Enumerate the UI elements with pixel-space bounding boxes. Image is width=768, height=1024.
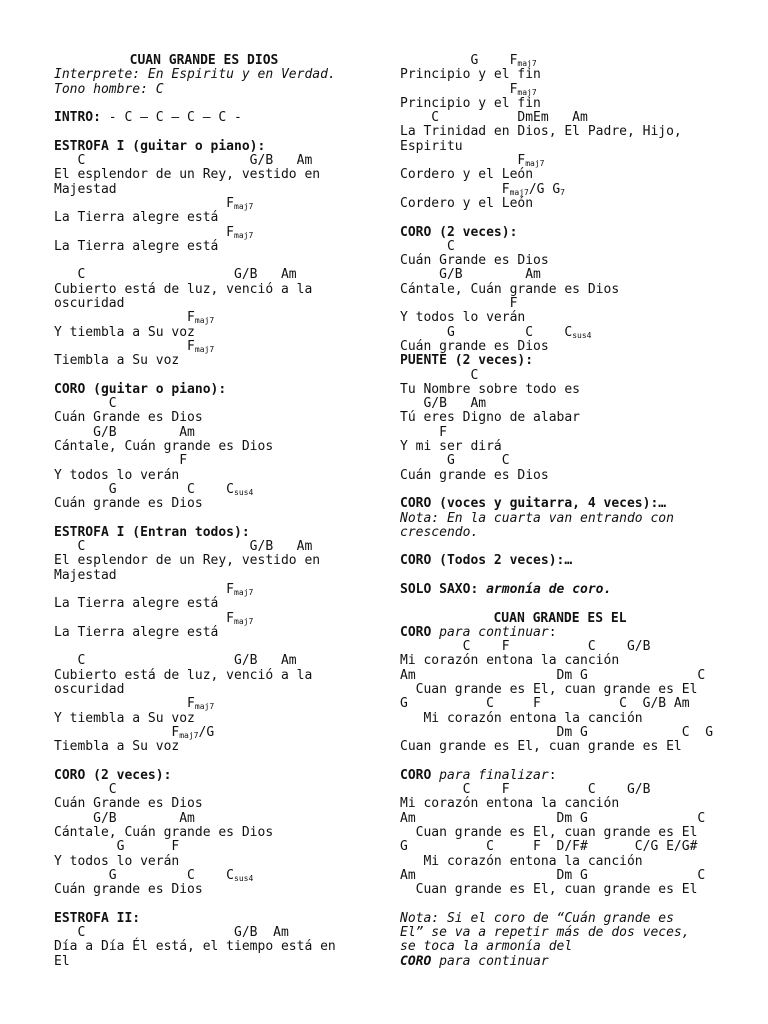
chord-line: $F_{maj7}$: [54, 610, 254, 626]
lyric-line: Día a Día Él está, el tiempo está en: [54, 939, 336, 955]
lyric-line: El esplendor de un Rey, vestido en: [54, 167, 321, 183]
lyric-line: Cuán grande es Dios: [54, 882, 203, 898]
lyric-line: Tiembla a Su voz: [54, 739, 180, 755]
chord-line: $F_{maj7}$: [54, 696, 215, 712]
estrofa2-heading: ESTROFA II:: [54, 910, 141, 926]
lyric-line: Y todos lo verán: [54, 853, 180, 869]
chord-line: $F_{maj7}$: [54, 224, 254, 240]
lyric-line: Cuán grande es Dios: [54, 496, 203, 512]
chord-line: G C $C_{sus4}$: [54, 867, 254, 883]
lyric-line: Tú eres Digno de alabar: [400, 410, 581, 426]
chord-line: $F_{maj7}/G$ $G_7$: [400, 181, 565, 197]
lyric-line: Cuán Grande es Dios: [54, 410, 203, 426]
coro2-heading: CORO (2 veces):: [54, 767, 172, 783]
lyric-line: Cordero y el León: [400, 195, 534, 211]
lyric-line: Mi corazón entona la canción: [400, 653, 620, 669]
chord-line: F: [54, 453, 188, 469]
chord-line: $F_{maj7}$: [400, 153, 545, 169]
chord-line: F: [400, 424, 447, 440]
chord-line: $F_{maj7}$: [54, 310, 215, 326]
lyric-line: Cuán grande es Dios: [400, 467, 549, 483]
chord-line: C F C G/B: [400, 639, 651, 655]
lyric-line: Y tiembla a Su voz: [54, 324, 195, 340]
note-line: Nota: Si el coro de “Cuán grande es: [400, 910, 674, 926]
chord-line: C: [400, 367, 479, 383]
lyric-line: Cántale, Cuán grande es Dios: [400, 281, 620, 297]
right-column: [400, 54, 720, 969]
lyric-line: La Tierra alegre está: [54, 210, 219, 226]
coro3-heading: CORO (2 veces):: [400, 224, 518, 240]
note-line: El” se va a repetir más de dos veces,: [400, 925, 690, 941]
chord-line: $F_{maj7}$: [54, 581, 254, 597]
chord-line: G C $C_{sus4}$: [54, 481, 254, 497]
chord-line: C G/B Am: [54, 267, 297, 283]
chord-line: C G/B Am: [54, 539, 313, 555]
chord-line: Am Dm G C: [400, 667, 706, 683]
lyric-line: La Trinidad en Dios, El Padre, Hijo,: [400, 124, 682, 140]
chord-line: G $F_{maj7}$: [400, 53, 537, 68]
chord-line: G C $C_{sus4}$: [400, 324, 592, 340]
chord-line: C G/B Am: [54, 925, 289, 941]
note-line: crescendo.: [400, 524, 479, 540]
tono-line: Tono hombre: C: [54, 81, 164, 97]
lyric-line: Y mi ser dirá: [400, 439, 502, 455]
coro1-heading: CORO (guitar o piano):: [54, 381, 227, 397]
chord-line: G F: [54, 839, 180, 855]
lyric-line: Mi corazón entona la canción: [400, 710, 643, 726]
lyric-line: La Tierra alegre está: [54, 624, 219, 640]
note-line: CORO para continuar: [400, 953, 549, 969]
lyric-line: Cántale, Cuán grande es Dios: [54, 825, 274, 841]
chord-line: Dm G C G: [400, 724, 714, 740]
lyric-line: Cuán grande es Dios: [400, 338, 549, 354]
lyric-line: Principio y el fin: [400, 95, 541, 111]
chord-line: G/B Am: [400, 396, 487, 412]
lyric-line: Tu Nombre sobre todo es: [400, 381, 581, 397]
note-line: se toca la armonía del: [400, 939, 573, 955]
chord-line: F: [400, 296, 518, 312]
lyric-line: Cubierto está de luz, venció a la: [54, 667, 313, 683]
chord-line: C G/B Am: [54, 653, 297, 669]
interprete-line: Interprete: En Espiritu y en Verdad.: [54, 67, 336, 83]
chord-line: G C F C G/B Am: [400, 696, 690, 712]
lyric-line: El: [54, 953, 70, 969]
coro4-heading: CORO (voces y guitarra, 4 veces):…: [400, 496, 667, 512]
puente-heading: PUENTE (2 veces):: [400, 353, 534, 369]
lyric-line: Mi corazón entona la canción: [400, 853, 643, 869]
lyric-line: La Tierra alegre está: [54, 596, 219, 612]
chord-line: C: [54, 396, 117, 412]
lyric-line: La Tierra alegre está: [54, 238, 219, 254]
intro-line: [54, 111, 354, 125]
chord-line: G/B Am: [400, 267, 541, 283]
chord-line: G C: [400, 453, 510, 469]
lyric-line: Cántale, Cuán grande es Dios: [54, 439, 274, 455]
lyric-line: Majestad: [54, 567, 117, 583]
lyric-line: Cuan grande es El, cuan grande es El: [400, 682, 698, 698]
lyric-line: Tiembla a Su voz: [54, 353, 180, 369]
chord-line: G C F D/F# C/G E/G#: [400, 839, 698, 855]
lyric-line: Y todos lo verán: [400, 310, 526, 326]
chord-line: C: [400, 238, 455, 254]
lyric-line: Mi corazón entona la canción: [400, 796, 620, 812]
lyric-line: Cubierto está de luz, venció a la: [54, 281, 313, 297]
chord-line: $F_{maj7}/G$: [54, 724, 215, 740]
lyric-line: Y todos lo verán: [54, 467, 180, 483]
chord-line: C: [54, 782, 117, 798]
coro5-heading: CORO (Todos 2 veces):…: [400, 553, 573, 569]
chord-line: $F_{maj7}$: [54, 195, 254, 211]
chord-line: Am Dm G C: [400, 810, 706, 826]
chord-line: C F C G/B: [400, 782, 651, 798]
chord-line: G/B Am: [54, 424, 195, 440]
left-column: [54, 54, 354, 969]
intro-chords: - C – C – C – C -: [100, 110, 242, 126]
lyric-line: Cuán Grande es Dios: [400, 253, 549, 269]
estrofa1-heading: ESTROFA I (guitar o piano):: [54, 138, 266, 154]
lyric-line: Cuan grande es El, cuan grande es El: [400, 825, 698, 841]
lyric-line: El esplendor de un Rey, vestido en: [54, 553, 321, 569]
coro-continuar-heading: CORO para continuar:: [400, 624, 557, 640]
section-title-el: CUAN GRANDE ES EL: [493, 610, 627, 626]
lyric-line: Cuan grande es El, cuan grande es El: [400, 739, 682, 755]
lyric-line: Majestad: [54, 181, 117, 197]
lyric-line: oscuridad: [54, 296, 125, 312]
song-title: CUAN GRANDE ES DIOS: [129, 53, 279, 68]
chord-line: $F_{maj7}$: [54, 338, 215, 354]
chord-line: C DmEm Am: [400, 110, 588, 126]
lyric-line: Cuan grande es El, cuan grande es El: [400, 882, 698, 898]
lyric-line: Principio y el fin: [400, 67, 541, 83]
chord-line: Am Dm G C: [400, 867, 706, 883]
chord-line: G/B Am: [54, 810, 195, 826]
estrofa1-todos-heading: ESTROFA I (Entran todos):: [54, 524, 250, 540]
lyric-line: oscuridad: [54, 682, 125, 698]
chord-line: $F_{maj7}$: [400, 81, 537, 97]
solo-saxo-line: SOLO SAXO: armonía de coro.: [400, 581, 612, 597]
lyric-line: Cordero y el León: [400, 167, 534, 183]
note-line: Nota: En la cuarta van entrando con: [400, 510, 674, 526]
lyric-line: Espiritu: [400, 138, 463, 154]
lyric-line: Y tiembla a Su voz: [54, 710, 195, 726]
coro-finalizar-heading: CORO para finalizar:: [400, 767, 557, 783]
intro-label: INTRO:: [54, 110, 101, 126]
chord-line: C G/B Am: [54, 153, 313, 169]
lyric-line: Cuán Grande es Dios: [54, 796, 203, 812]
